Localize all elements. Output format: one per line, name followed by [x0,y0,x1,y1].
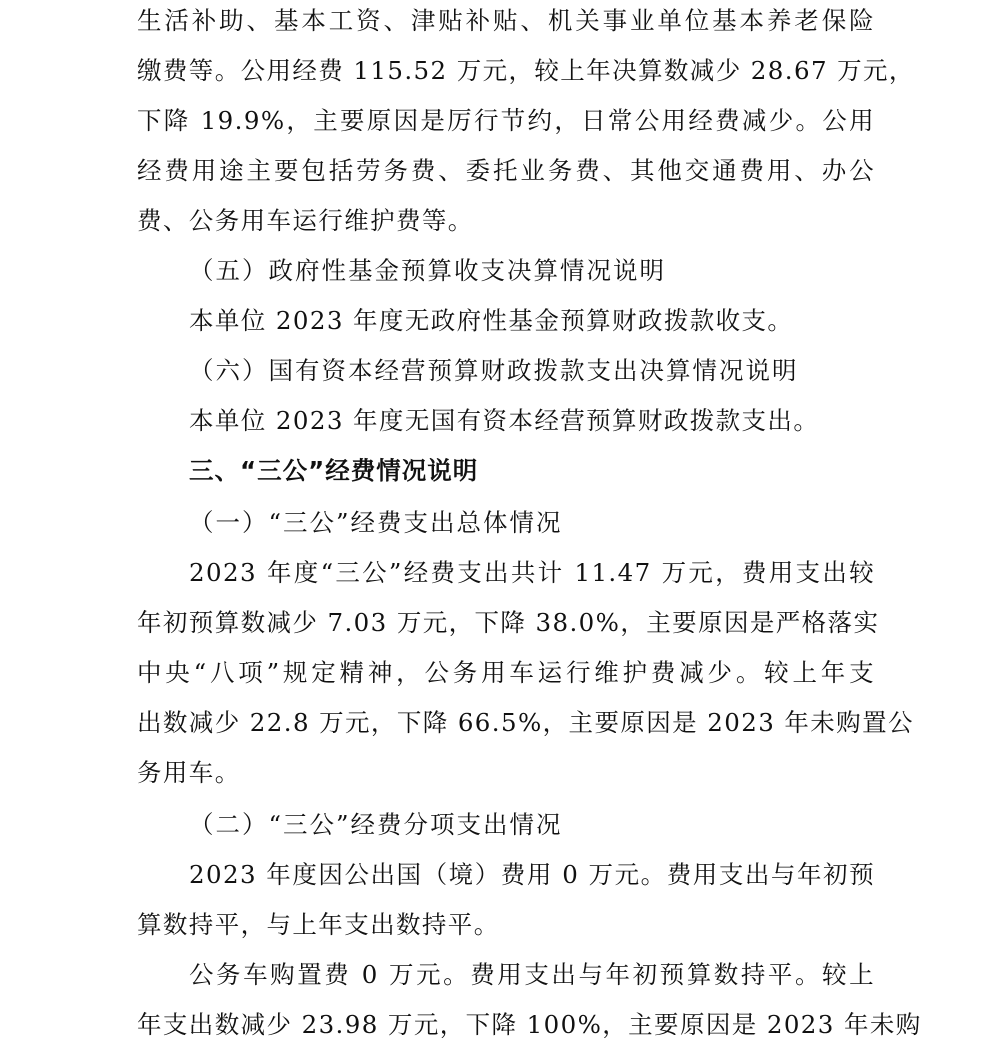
section-heading-3-1: （一）“三公”经费支出总体情况 [189,508,563,537]
paragraph-line: 公务车购置费 0 万元。费用支出与年初预算数持平。较上 [189,960,875,989]
paragraph-line: 中央“八项”规定精神，公务用车运行维护费减少。较上年支 [137,658,875,687]
paragraph-line: 本单位 2023 年度无政府性基金预算财政拨款收支。 [189,306,794,335]
paragraph-line: 本单位 2023 年度无国有资本经营预算财政拨款支出。 [189,406,820,435]
section-heading-5: （五）政府性基金预算收支决算情况说明 [189,256,666,285]
section-heading-3-2: （二）“三公”经费分项支出情况 [189,810,563,839]
paragraph-line: 出数减少 22.8 万元，下降 66.5%，主要原因是 2023 年未购置公 [137,708,914,737]
paragraph-line: 费、公务用车运行维护费等。 [137,206,474,235]
paragraph-line: 下降 19.9%，主要原因是厉行节约，日常公用经费减少。公用 [137,106,875,135]
paragraph-line: 缴费等。公用经费 115.52 万元，较上年决算数减少 28.67 万元， [137,56,915,85]
paragraph-line: 算数持平，与上年支出数持平。 [137,910,500,939]
section-heading-6: （六）国有资本经营预算财政拨款支出决算情况说明 [189,356,799,385]
paragraph-line: 年支出数减少 23.98 万元，下降 100%，主要原因是 2023 年未购 [137,1010,922,1039]
chapter-heading-3: 三、“三公”经费情况说明 [189,456,479,485]
paragraph-line: 2023 年度因公出国（境）费用 0 万元。费用支出与年初预 [189,860,875,889]
paragraph-line: 2023 年度“三公”经费支出共计 11.47 万元，费用支出较 [189,558,875,587]
paragraph-line: 生活补助、基本工资、津贴补贴、机关事业单位基本养老保险 [137,6,875,35]
paragraph-line: 务用车。 [137,758,241,787]
paragraph-line: 经费用途主要包括劳务费、委托业务费、其他交通费用、办公 [137,156,875,185]
paragraph-line: 年初预算数减少 7.03 万元，下降 38.0%，主要原因是严格落实 [137,608,880,637]
